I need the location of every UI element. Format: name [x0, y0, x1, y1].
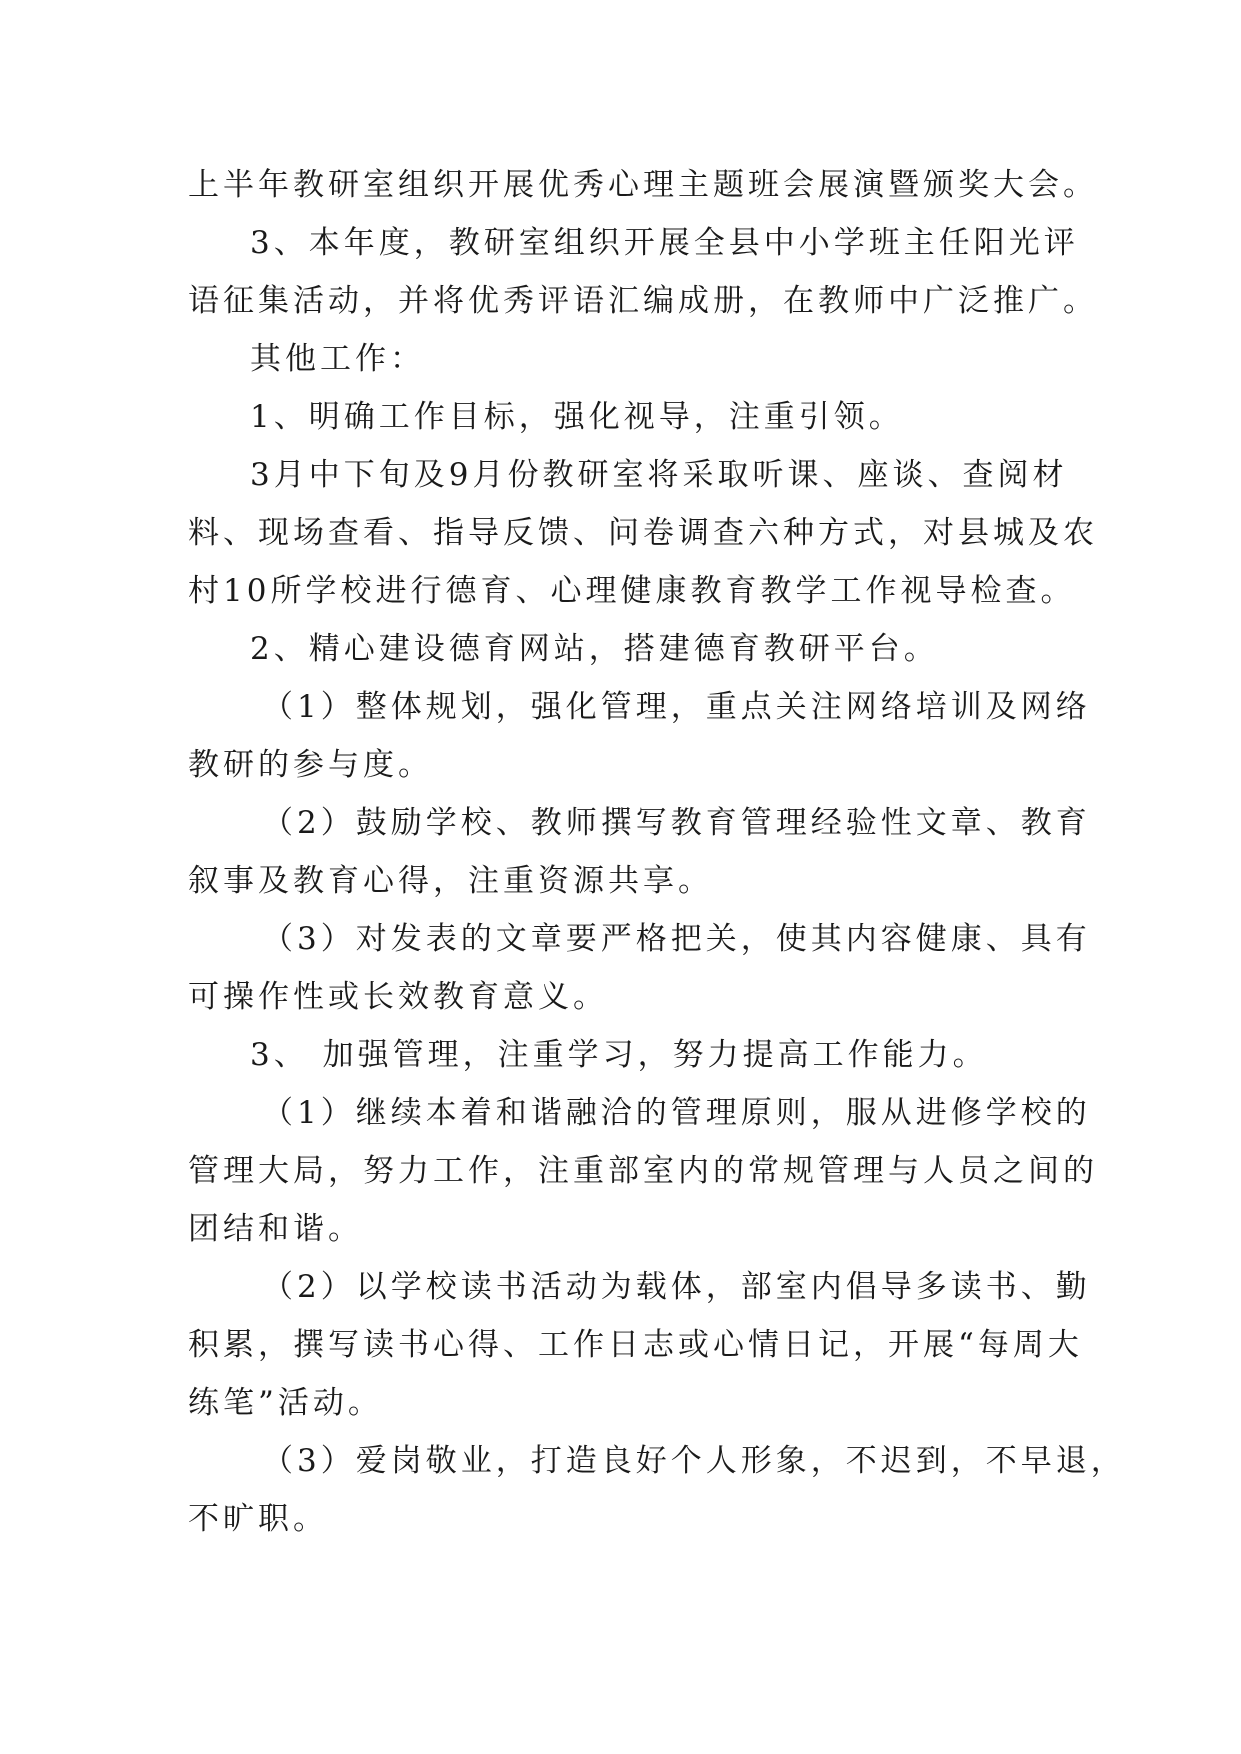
document-body — [188, 156, 1126, 1548]
text-line: 管理大局，努力工作，注重部室内的常规管理与人员之间的 — [188, 1153, 1098, 1189]
text-line: （3）爱岗敬业，打造良好个人形象，不迟到，不早退， — [262, 1443, 1126, 1479]
text-line: （1）继续本着和谐融洽的管理原则，服从进修学校的 — [262, 1095, 1091, 1131]
text-line: 叙事及教育心得，注重资源共享。 — [188, 863, 713, 899]
text-line: 村10所学校进行德育、心理健康教育教学工作视导检查。 — [188, 573, 1076, 609]
text-line: 3月中下旬及9月份教研室将采取听课、座谈、查阅材 — [250, 457, 1068, 493]
text-line: 团结和谐。 — [188, 1211, 363, 1247]
text-line: 积累，撰写读书心得、工作日志或心情日记，开展“每周大 — [188, 1327, 1083, 1363]
text-line: 3、 加强管理，注重学习，努力提高工作能力。 — [250, 1037, 988, 1073]
text-line: 不旷职。 — [188, 1501, 328, 1537]
text-line: 练笔”活动。 — [188, 1385, 383, 1421]
text-line: 可操作性或长效教育意义。 — [188, 979, 608, 1015]
text-line: （2）以学校读书活动为载体，部室内倡导多读书、勤 — [262, 1269, 1091, 1305]
text-line: 2、精心建设德育网站，搭建德育教研平台。 — [250, 631, 939, 667]
text-line: 语征集活动，并将优秀评语汇编成册，在教师中广泛推广。 — [188, 283, 1098, 319]
text-line: 3、本年度，教研室组织开展全县中小学班主任阳光评 — [250, 225, 1079, 261]
text-line: 教研的参与度。 — [188, 747, 433, 783]
section-heading: 其他工作： — [250, 341, 425, 377]
text-line: 上半年教研室组织开展优秀心理主题班会展演暨颁奖大会。 — [188, 167, 1098, 203]
text-line: （3）对发表的文章要严格把关，使其内容健康、具有 — [262, 921, 1091, 957]
text-line: 料、现场查看、指导反馈、问卷调查六种方式，对县城及农 — [188, 515, 1098, 551]
text-line: （2）鼓励学校、教师撰写教育管理经验性文章、教育 — [262, 805, 1091, 841]
text-line: 1、明确工作目标，强化视导，注重引领。 — [250, 399, 904, 435]
text-line: （1）整体规划，强化管理，重点关注网络培训及网络 — [262, 689, 1091, 725]
